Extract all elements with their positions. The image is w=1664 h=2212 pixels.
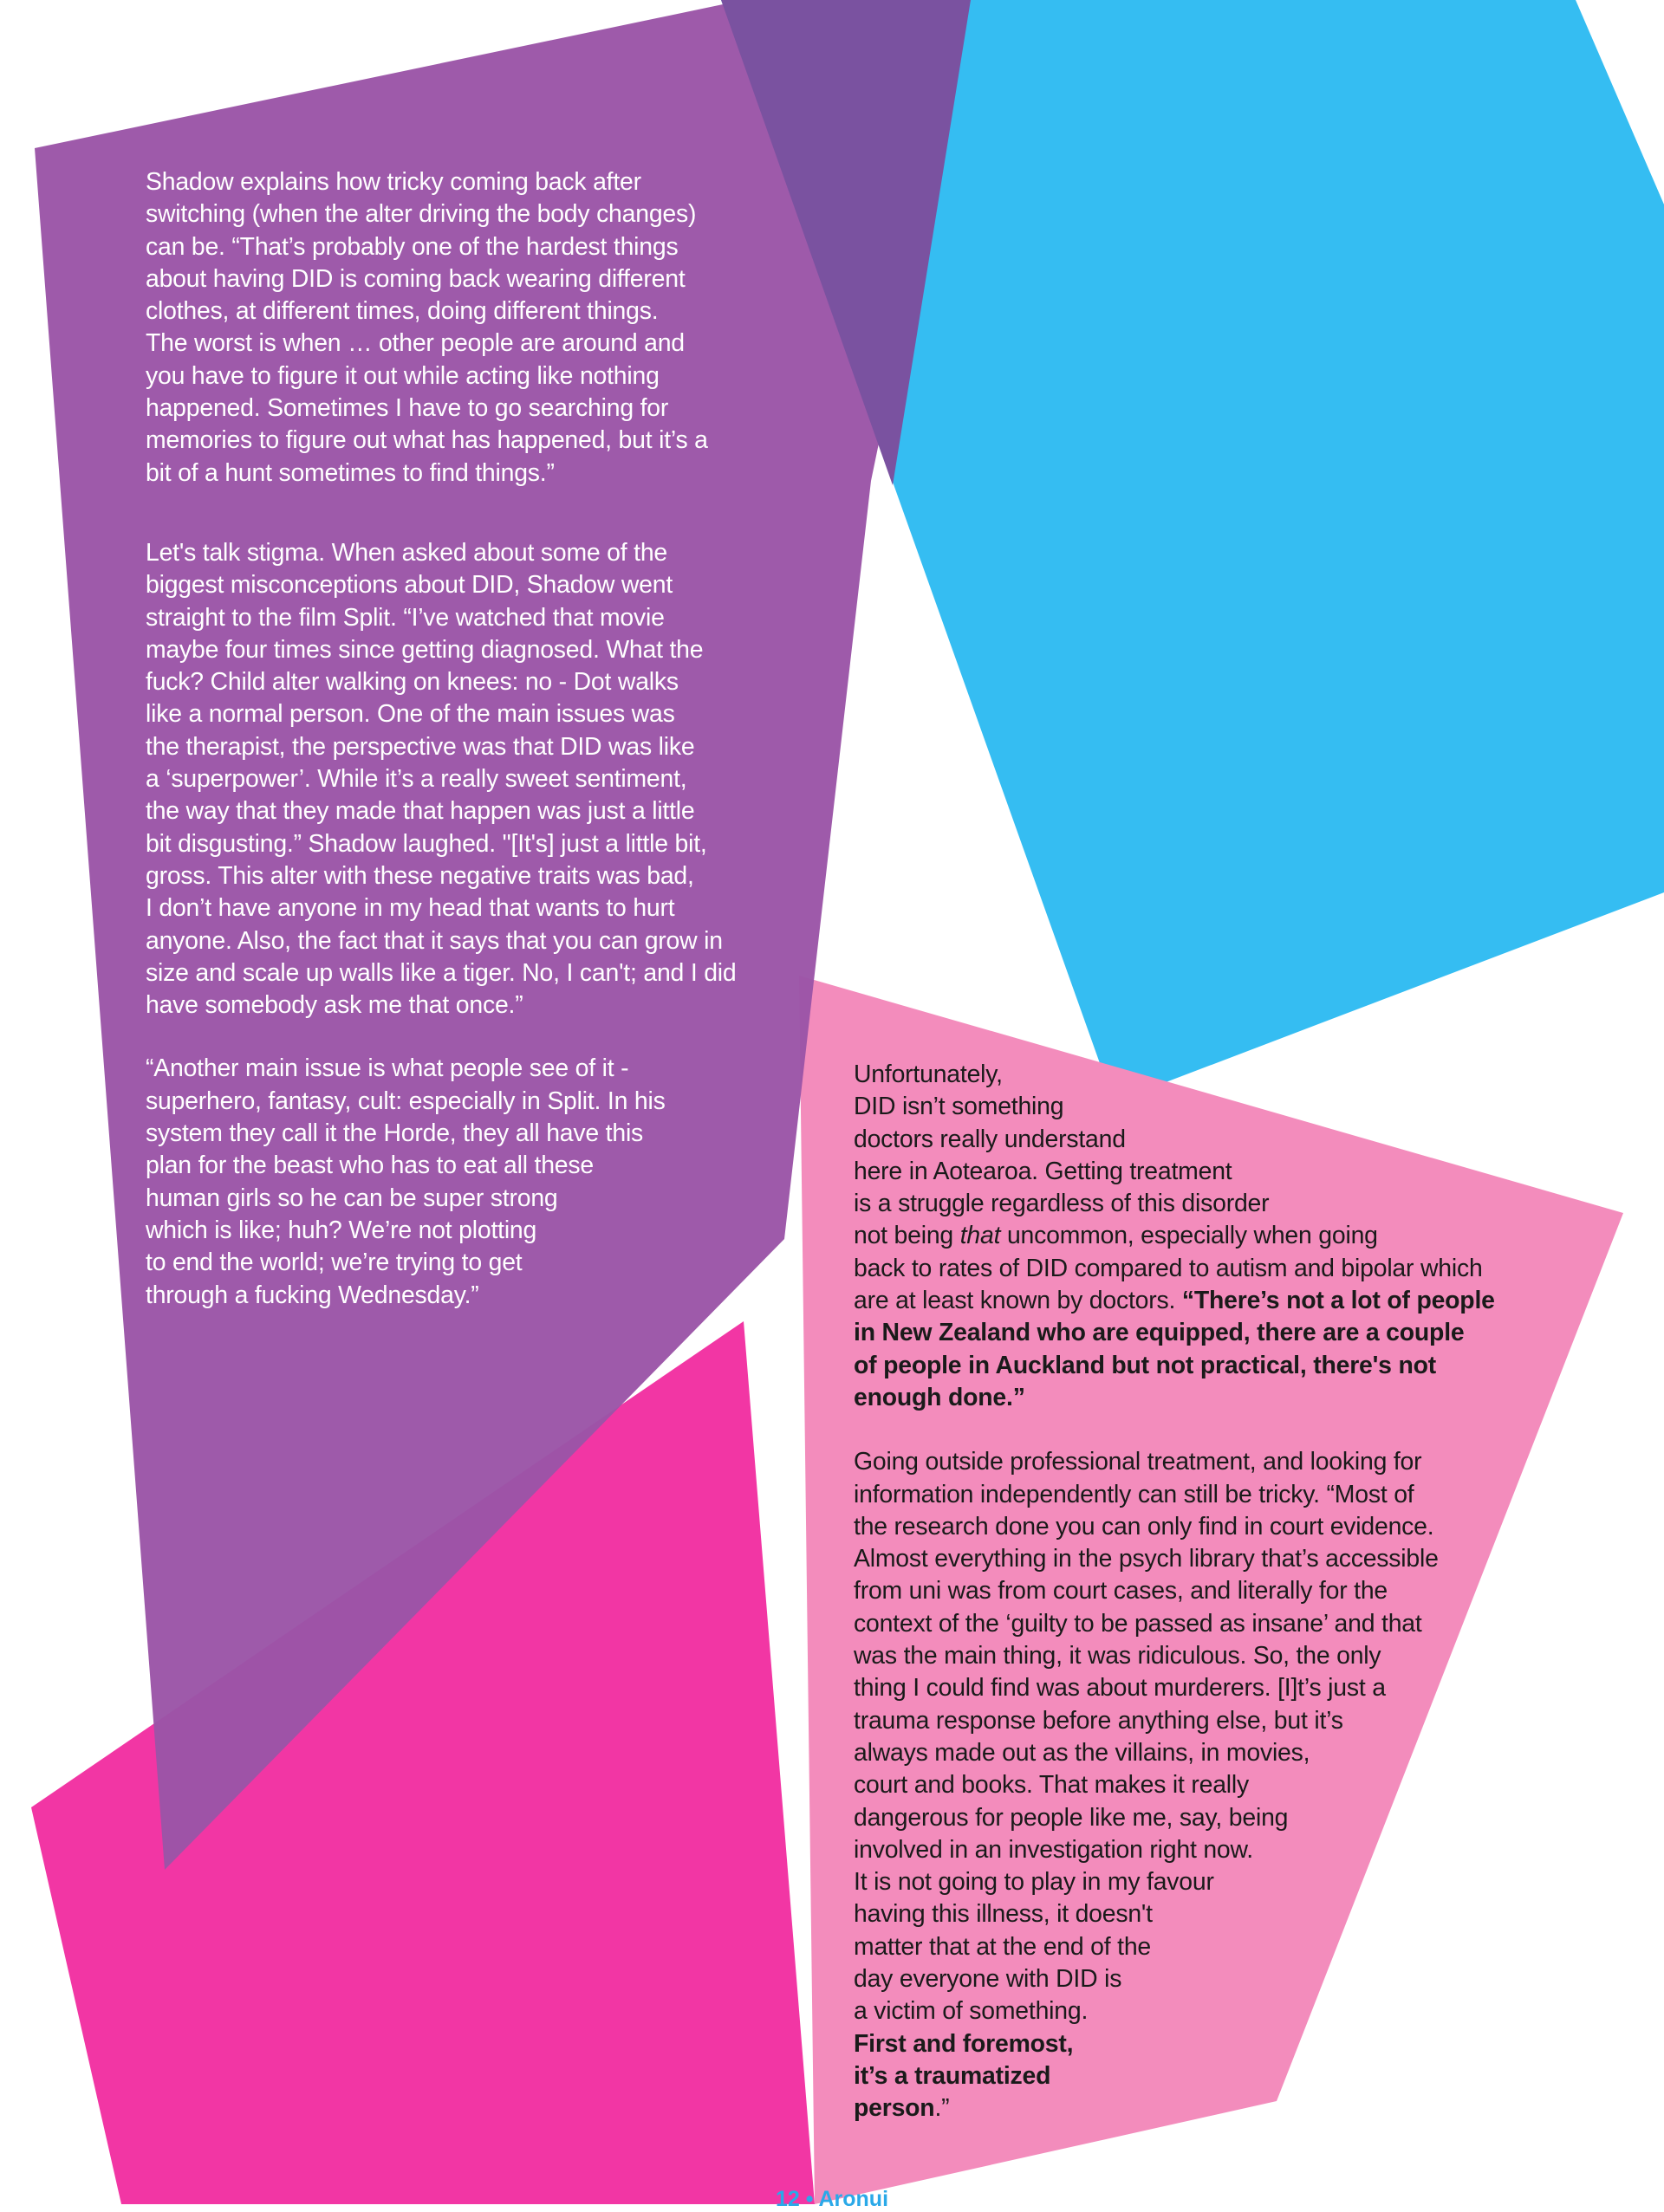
left-paragraph-1 [146, 166, 804, 490]
text-line: here in Aotearoa. Getting treatment [854, 1157, 1232, 1185]
text-line: which is like; huh? We’re not plotting [146, 1216, 537, 1244]
text-line: having this illness, it doesn't [854, 1900, 1153, 1929]
bold-closing-word: person [854, 2094, 935, 2123]
right-article-column [854, 1059, 1573, 2125]
text-line: bit of a hunt sometimes to find things.” [146, 458, 555, 487]
text-line: back to rates of DID compared to autism and bipolar which [854, 1254, 1483, 1282]
text-line: fuck? Child alter walking on knees: no - Dot walks [146, 668, 679, 697]
text-line: Let's talk stigma. When asked about some of the [146, 538, 668, 567]
text-line: always made out as the villains, in movies, [854, 1738, 1310, 1767]
text-line: the way that they made that happen was just a little [146, 797, 695, 826]
text-line: human girls so he can be super strong [146, 1184, 558, 1212]
text-line: day everyone with DID is [854, 1965, 1122, 1994]
left-paragraph-3 [146, 1053, 804, 1311]
bold-closing-line: First and foremost, [854, 2029, 1074, 2058]
text-line: can be. “That’s probably one of the hardest things [146, 232, 679, 261]
text-line: to end the world; we’re trying to get [146, 1249, 523, 1277]
text-line: information independently can still be tricky. “Most of [854, 1480, 1414, 1508]
text-line: superhero, fantasy, cult: especially in Split. In his [146, 1087, 666, 1115]
text-line: you have to figure it out while acting like nothing [146, 361, 660, 390]
text-line: is a struggle regardless of this disorder [854, 1190, 1270, 1218]
text-line: DID isn’t something [854, 1093, 1064, 1121]
text-line: context of the ‘guilty to be passed as insane’ and that [854, 1609, 1422, 1638]
text-line: bit disgusting.” Shadow laughed. "[It's] just a little bit, [146, 829, 707, 858]
text-line: biggest misconceptions about DID, Shadow went [146, 571, 673, 600]
text-line: dangerous for people like me, say, being [854, 1803, 1289, 1832]
left-article-column [146, 166, 804, 1312]
text-line: I don’t have anyone in my head that wants to hurt [146, 894, 675, 923]
text-line: like a normal person. One of the main issues was [146, 700, 675, 729]
bold-quote-line: of people in Auckland but not practical, there's not [854, 1351, 1437, 1379]
text-line: It is not going to play in my favour [854, 1868, 1214, 1897]
text-line: was the main thing, it was ridiculous. So, the only [854, 1642, 1381, 1670]
text-line: involved in an investigation right now. [854, 1835, 1253, 1864]
text-line: clothes, at different times, doing different things. [146, 297, 659, 326]
text-line: the therapist, the perspective was that DID was like [146, 732, 695, 761]
emphasis-that: that [959, 1222, 1001, 1250]
text-line: Shadow explains how tricky coming back after [146, 168, 641, 196]
bold-quote-line: enough done.” [854, 1383, 1025, 1411]
page-folio: 12 • Aronui [775, 2187, 889, 2211]
text-line: through a fucking Wednesday.” [146, 1281, 479, 1309]
text-line: Unfortunately, [854, 1061, 1003, 1088]
text-line [854, 1285, 1573, 1317]
text-line: gross. This alter with these negative traits was bad, [146, 861, 694, 890]
text-line: matter that at the end of the [854, 1932, 1151, 1961]
text-line: The worst is when … other people are around and [146, 329, 685, 358]
text-line [854, 2092, 1573, 2124]
text-run: are at least known by doctors. [854, 1287, 1182, 1315]
right-paragraph-2 [854, 1446, 1573, 2124]
text-line: Almost everything in the psych library that’s accessible [854, 1545, 1439, 1573]
text-line: have somebody ask me that once.” [146, 991, 523, 1020]
text-line [854, 1220, 1573, 1252]
text-line: court and books. That makes it really [854, 1771, 1250, 1800]
text-run: not being [854, 1222, 960, 1250]
text-line: a ‘superpower’. While it’s a really sweet sentiment, [146, 765, 687, 794]
text-line: straight to the film Split. “I’ve watched that movie [146, 603, 665, 632]
text-line: “Another main issue is what people see of it - [146, 1054, 629, 1083]
bold-quote: “There’s not a lot of people [1181, 1287, 1495, 1315]
bold-closing-line: it’s a traumatized [854, 2061, 1051, 2090]
text-line: about having DID is coming back wearing different [146, 264, 686, 293]
text-line: thing I could find was about murderers. [I]t’s just a [854, 1674, 1386, 1703]
text-line: size and scale up walls like a tiger. No, I can't; and I did [146, 958, 737, 987]
text-line: doctors really understand [854, 1125, 1126, 1153]
text-line: the research done you can only find in court evidence. [854, 1512, 1434, 1541]
text-line: a victim of something. [854, 1997, 1089, 2026]
text-line: Going outside professional treatment, and looking for [854, 1448, 1422, 1476]
text-line: anyone. Also, the fact that it says that you can grow in [146, 926, 723, 955]
text-run: uncommon, especially when going [1000, 1222, 1378, 1250]
text-line: plan for the beast who has to eat all these [146, 1151, 594, 1180]
text-line: from uni was from court cases, and literally for the [854, 1577, 1388, 1605]
text-line: switching (when the alter driving the body changes) [146, 200, 697, 229]
right-paragraph-1 [854, 1059, 1573, 1414]
text-line: happened. Sometimes I have to go searching for [146, 394, 669, 423]
left-paragraph-2 [146, 537, 804, 1022]
text-line: maybe four times since getting diagnosed. What the [146, 635, 704, 664]
closing-quote: .” [934, 2094, 950, 2123]
bold-quote-line: in New Zealand who are equipped, there are a couple [854, 1319, 1465, 1347]
text-line: memories to figure out what has happened, but it’s a [146, 426, 708, 455]
text-line: trauma response before anything else, but it’s [854, 1706, 1343, 1735]
text-line: system they call it the Horde, they all have this [146, 1119, 644, 1148]
